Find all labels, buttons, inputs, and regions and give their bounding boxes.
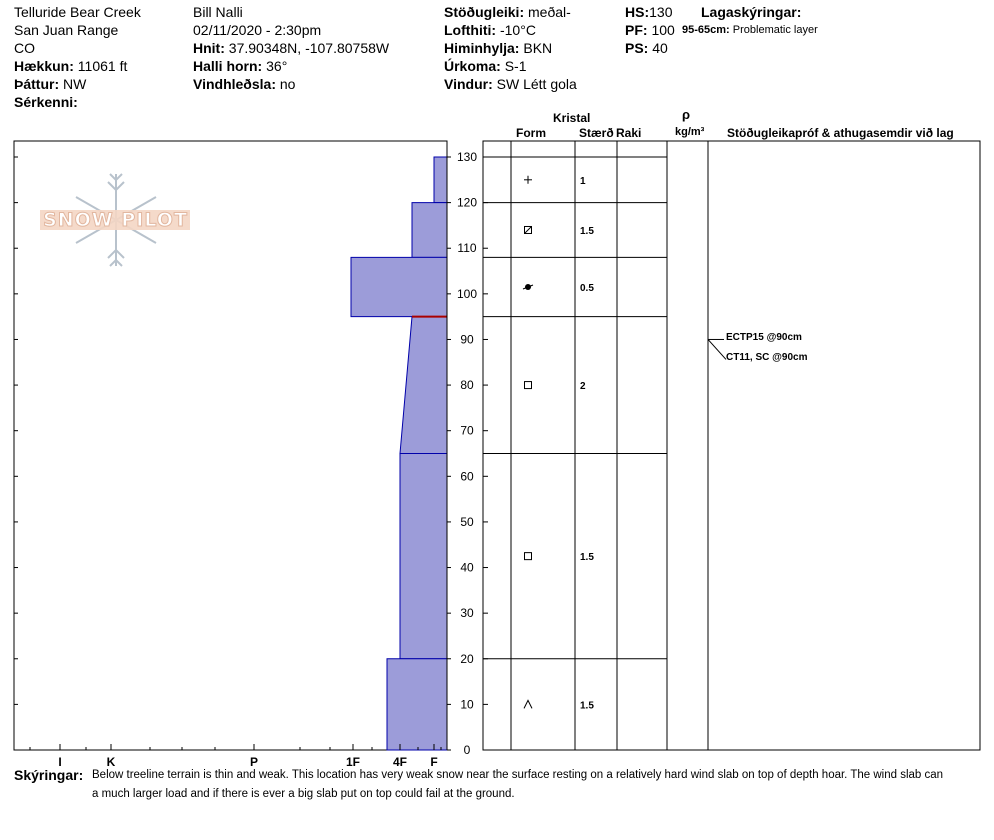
- depth-tick-label: 130: [456, 150, 478, 164]
- test-leader-line: [708, 339, 726, 359]
- layer-note-range: 95-65cm:: [682, 24, 730, 36]
- coords-value: 37.90348N, -107.80758W: [228, 40, 390, 56]
- stability-value: meðal-: [528, 4, 571, 20]
- layer-size-1: 1.5: [580, 225, 594, 237]
- depth-tick-label: 10: [460, 697, 474, 712]
- coords-label: Hnit:: [193, 40, 225, 56]
- depth-tick-label: 90: [460, 332, 474, 347]
- stability-test-1: CT11, SC @90cm: [726, 352, 808, 364]
- sky-value: BKN: [523, 40, 553, 56]
- depth-tick-label: 110: [457, 241, 477, 256]
- location-line1: Telluride Bear Creek: [14, 4, 141, 20]
- layer-note-text: Problematic layer: [732, 24, 818, 36]
- form-header: Form: [516, 126, 546, 140]
- elevation-value: 11061 ft: [77, 58, 128, 74]
- filled-dot-icon: [523, 284, 533, 290]
- depth-tick-label: 20: [460, 651, 474, 666]
- wind-label: Vindur:: [444, 76, 493, 92]
- crystal-header: Kristal: [553, 111, 591, 125]
- depth-tick-label: 30: [460, 606, 474, 621]
- layer-size-0: 1: [580, 175, 586, 187]
- hardness-tick-label-P: P: [249, 755, 259, 769]
- tests-header: Stöðugleikapróf & athugasemdir við lag: [727, 126, 954, 140]
- square-icon: [525, 553, 532, 560]
- stability-test-0: ECTP15 @90cm: [726, 332, 802, 344]
- comments-label: Skýringar:: [14, 767, 84, 783]
- wind-loading-label: Vindhleðsla:: [193, 76, 276, 92]
- location-line3: CO: [14, 40, 35, 56]
- size-header: Stærð: [579, 126, 614, 140]
- ps-label: PS:: [625, 40, 649, 56]
- depth-tick-label: 120: [456, 195, 478, 210]
- depth-tick-label: 80: [460, 378, 474, 393]
- hardness-tick-label-4F: 4F: [392, 755, 408, 769]
- sky-label: Himinhylja:: [444, 40, 520, 56]
- layer-size-4: 1.5: [580, 552, 594, 564]
- observer: Bill Nalli: [193, 4, 243, 20]
- ps-value: 40: [652, 40, 668, 56]
- aspect-label: Þáttur:: [14, 76, 60, 92]
- hardness-tick-label-I: I: [58, 755, 62, 769]
- slope-label: Halli horn:: [193, 58, 263, 74]
- pf-value: 100: [651, 22, 675, 38]
- logo-text: SNOW PILOT: [43, 209, 188, 231]
- moisture-header: Raki: [616, 126, 642, 140]
- air-temp-label: Lofthiti:: [444, 22, 497, 38]
- layer-size-5: 1.5: [580, 700, 594, 712]
- depth-tick-label: 40: [460, 560, 474, 575]
- hardness-layer-4: [400, 454, 447, 659]
- pf-label: PF:: [625, 22, 648, 38]
- datetime: 02/11/2020 - 2:30pm: [193, 22, 322, 38]
- depth-tick-label: 70: [460, 423, 474, 438]
- hardness-layer-1: [412, 203, 447, 258]
- layer-size-2: 0.5: [580, 283, 594, 295]
- wind-value: SW Létt gola: [496, 76, 577, 92]
- density-unit: kg/m³: [675, 126, 705, 138]
- hs-label: HS:: [625, 4, 650, 20]
- depth-tick-label: 100: [456, 286, 478, 301]
- depth-tick-label: 60: [460, 469, 474, 484]
- hardness-tick-label-K: K: [106, 755, 116, 769]
- hardness-tick-label-1F: 1F: [345, 755, 361, 769]
- hs-value: 130: [649, 4, 673, 20]
- precip-value: S-1: [504, 58, 527, 74]
- elevation-label: Hækkun:: [14, 58, 74, 74]
- air-temp-value: -10°C: [499, 22, 536, 38]
- slope-value: 36°: [266, 58, 288, 74]
- hardness-layer-5: [387, 659, 447, 750]
- precip-label: Úrkoma:: [444, 58, 501, 74]
- hardness-layer-3: [400, 317, 447, 454]
- hardness-plot-frame: [14, 141, 447, 750]
- layer-size-3: 2: [580, 381, 586, 393]
- caret-icon: [524, 700, 532, 708]
- wind-loading-value: no: [279, 76, 296, 92]
- hardness-layer-2: [351, 257, 447, 316]
- comments-line1: Below treeline terrain is thin and weak. This location has very weak snow near the surface resting on a relatively hard wind slab on top of depth hoar. The wind slab can: [92, 769, 944, 781]
- hardness-layer-0: [434, 157, 447, 203]
- features-label: Sérkenni:: [14, 94, 78, 110]
- depth-tick-label: 0: [463, 743, 471, 757]
- layer-notes-label: Lagaskýringar:: [701, 4, 802, 20]
- stability-label: Stöðugleiki:: [444, 4, 525, 20]
- square-slash-icon: [525, 226, 532, 233]
- square-icon: [525, 382, 532, 389]
- comments-line2: a much larger load and if there is ever a big slab put on top could fail at the ground.: [92, 788, 515, 800]
- location-line2: San Juan Range: [14, 22, 119, 38]
- hardness-tick-label-F: F: [430, 755, 438, 769]
- plus-icon: [524, 176, 532, 184]
- depth-tick-label: 50: [460, 514, 474, 529]
- aspect-value: NW: [63, 76, 87, 92]
- density-symbol: ρ: [682, 107, 691, 122]
